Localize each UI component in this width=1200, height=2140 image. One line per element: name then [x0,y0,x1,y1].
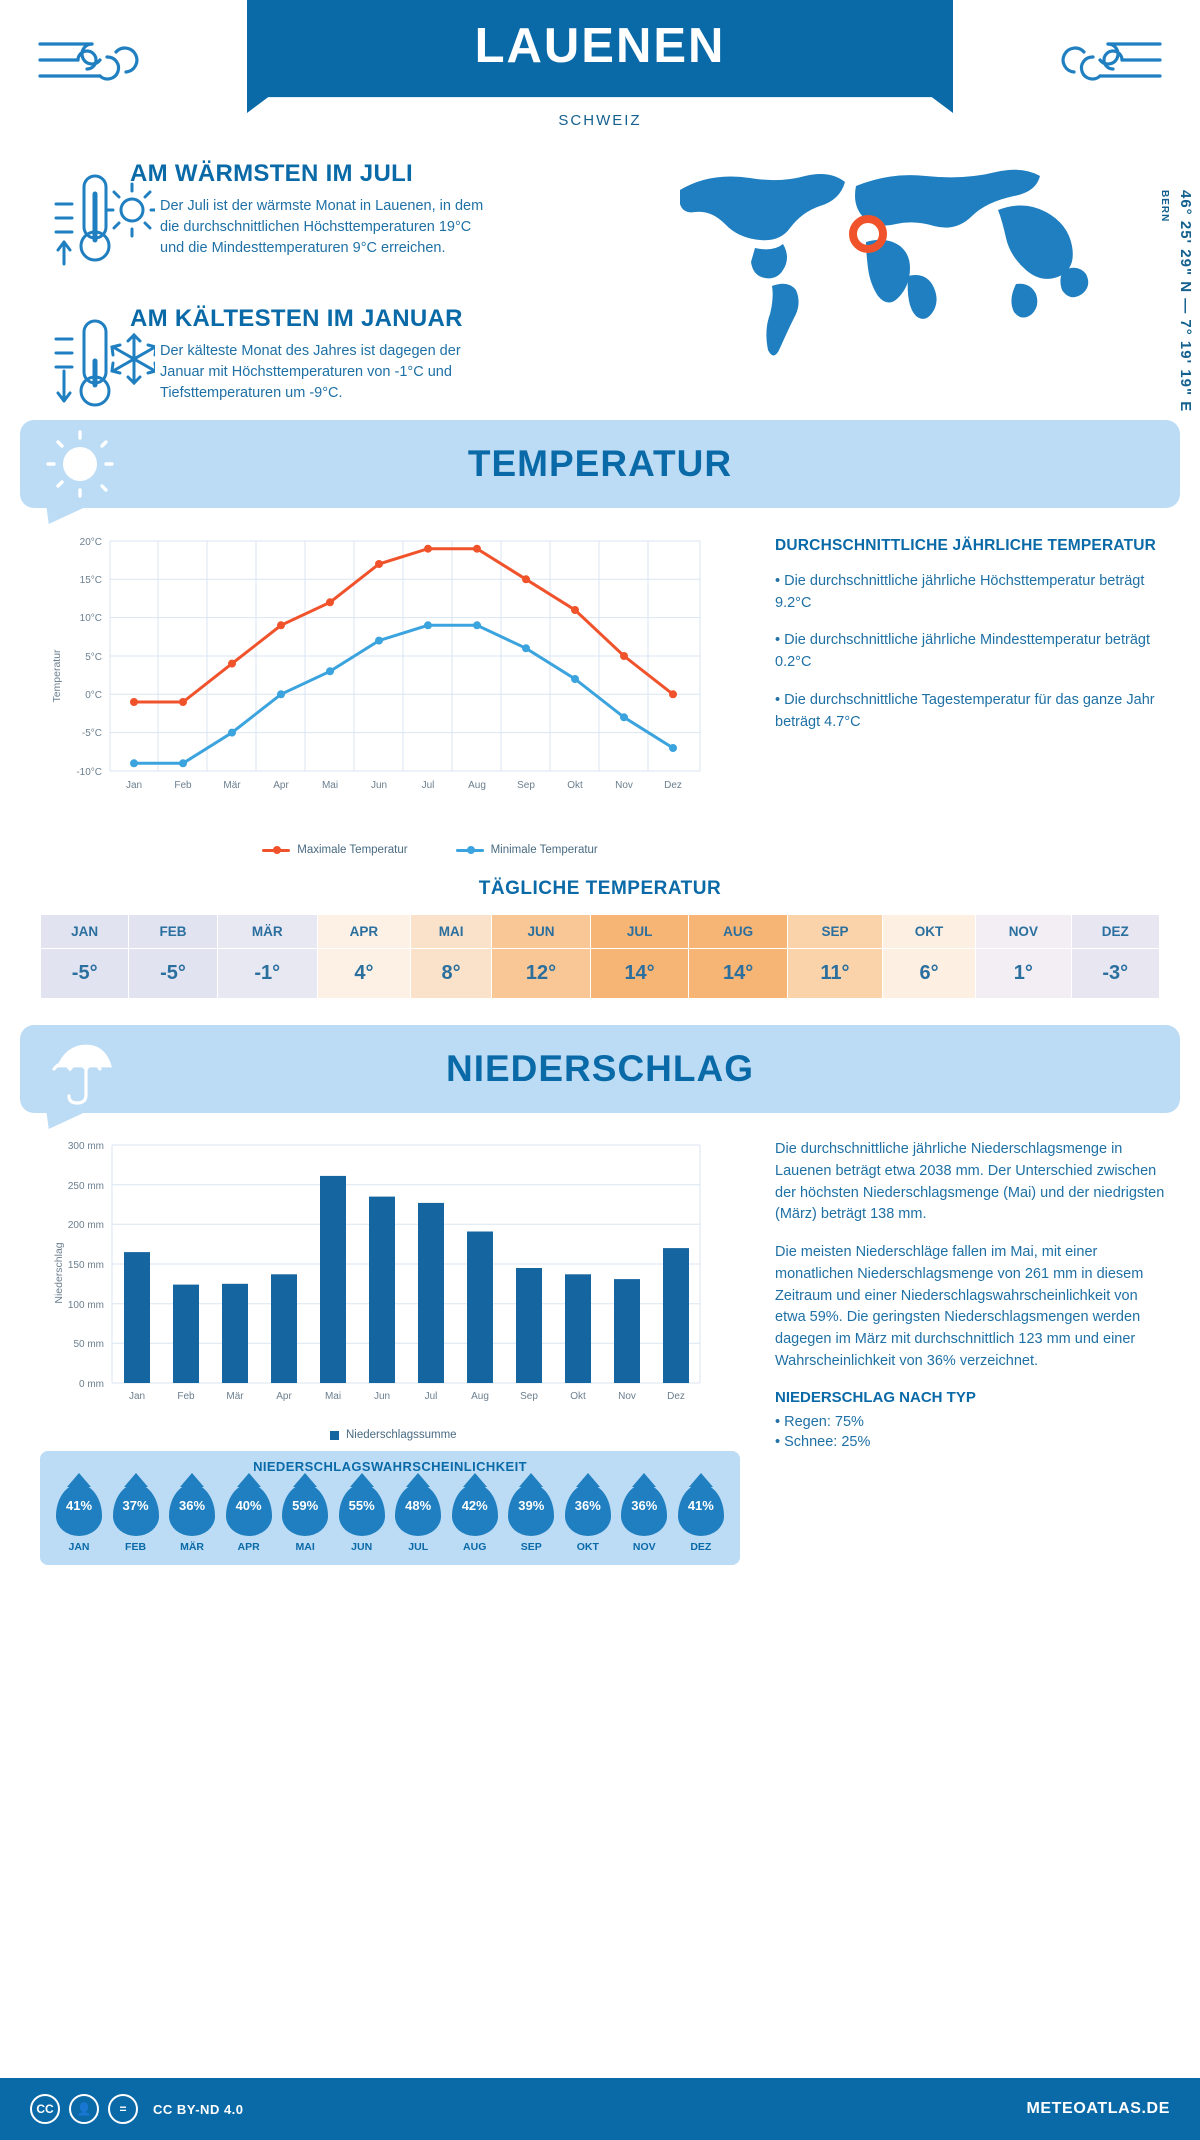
wind-icon [1050,22,1170,107]
legend-label-precip: Niederschlagssumme [346,1429,457,1441]
legend-label-min: Minimale Temperatur [490,844,598,856]
precipitation-probability-month: NOV [632,1541,656,1553]
svg-text:Feb: Feb [177,1391,195,1402]
header [0,0,1200,150]
precipitation-probability-value: 42% [461,1498,488,1513]
daily-temp-month-header: SEP [787,915,882,949]
svg-text:Jun: Jun [370,780,388,791]
daily-temp-month-header: JUL [590,915,689,949]
daily-temp-value: -5° [129,949,217,999]
precipitation-probability-drop [619,1484,669,1553]
svg-text:10°C: 10°C [79,613,102,624]
precipitation-probability-drop [337,1484,387,1553]
svg-text:Jul: Jul [421,780,435,791]
svg-text:Jan: Jan [128,1391,146,1402]
precipitation-probability-value: 59% [292,1498,319,1513]
svg-text:Mär: Mär [223,780,241,791]
precipitation-probability-drop [506,1484,556,1553]
temperature-line-chart [40,526,740,826]
daily-temp-value: 8° [410,949,491,999]
svg-text:0 mm: 0 mm [79,1379,104,1390]
precipitation-banner-title: NIEDERSCHLAG [445,1048,755,1089]
svg-text:Dez: Dez [667,1391,685,1402]
svg-text:Sep: Sep [517,780,535,791]
footer [0,2078,1200,2140]
table-header-row [41,915,1160,949]
banner-tail [46,1109,92,1129]
svg-text:50 mm: 50 mm [73,1339,104,1350]
daily-temp-value: 14° [590,949,689,999]
precipitation-probability-value: 36% [179,1498,206,1513]
temperature-bullet: • Die durchschnittliche jährliche Mindesttemperatur beträgt 0.2°C [775,632,1151,671]
daily-temp-value: 4° [317,949,410,999]
precipitation-probability-drop [393,1484,443,1553]
summary-section [0,150,1200,420]
precipitation-type-heading: NIEDERSCHLAG NACH TYP [775,1388,976,1406]
svg-text:5°C: 5°C [85,652,102,663]
svg-text:150 mm: 150 mm [67,1260,104,1271]
precipitation-type-rain: • Regen: 75% [775,1413,864,1430]
wind-icon [30,22,150,107]
map-marker-label: BERN [1159,190,1170,223]
temperature-banner [20,420,1180,508]
daily-temp-value: 1° [976,949,1071,999]
precipitation-probability-drop [676,1484,726,1553]
daily-temp-month-header: AUG [689,915,788,949]
svg-text:200 mm: 200 mm [67,1220,104,1231]
daily-temp-month-header: JAN [41,915,129,949]
precipitation-type-snow: • Schnee: 25% [775,1433,871,1450]
precipitation-probability-drop [224,1484,274,1553]
daily-temp-month-header: NOV [976,915,1071,949]
svg-text:Jan: Jan [125,780,143,791]
coldest-text: Der kälteste Monat des Jahres ist dagegen der Januar mit Höchsttemperaturen von -1°C und Tiefsttemperaturen um -9°C. [160,343,461,402]
precipitation-probability-month: DEZ [690,1541,712,1553]
daily-temp-month-header: MAI [410,915,491,949]
precipitation-banner [20,1025,1180,1113]
precipitation-type-block [775,1389,1170,1450]
svg-text:Jun: Jun [373,1391,391,1402]
legend-swatch-min [456,849,484,852]
svg-text:Okt: Okt [570,1391,586,1402]
svg-text:Niederschlag: Niederschlag [53,1242,65,1304]
daily-temperature-table [40,914,1160,999]
warmest-month-block [40,160,620,259]
temperature-summary [775,536,1165,749]
temperature-section [0,526,1200,866]
svg-text:Okt: Okt [567,780,583,791]
precipitation-probability-drop [167,1484,217,1553]
daily-temp-month-header: OKT [883,915,976,949]
legend-item-max [262,844,407,856]
svg-text:20°C: 20°C [79,537,102,548]
precipitation-probability-title: NIEDERSCHLAGSWAHRSCHEINLICHKEIT [253,1459,527,1474]
page-title: LAUENEN [474,19,726,73]
legend-item-min [456,844,598,856]
svg-text:Aug: Aug [468,780,486,791]
nd-icon: = [108,2094,138,2124]
precipitation-probability-row [40,1484,740,1553]
license-group [30,2094,244,2124]
temperature-bullet: • Die durchschnittliche jährliche Höchsttemperatur beträgt 9.2°C [775,572,1145,611]
precipitation-probability-value: 36% [574,1498,601,1513]
precipitation-probability-drop [111,1484,161,1553]
svg-text:Mär: Mär [226,1391,244,1402]
legend-swatch-precip [330,1431,339,1440]
precipitation-probability-month: JUL [408,1541,429,1553]
daily-temp-month-header: MÄR [217,915,317,949]
banner-tail [46,504,92,524]
precipitation-probability-drop [280,1484,330,1553]
precipitation-probability-value: 41% [687,1498,714,1513]
sun-icon [44,430,116,503]
precipitation-probability-drop [563,1484,613,1553]
license-label: CC BY-ND 4.0 [153,2101,244,2117]
precipitation-probability-value: 55% [348,1498,375,1513]
svg-text:Sep: Sep [520,1391,538,1402]
thermometer-up-icon [40,164,155,274]
precipitation-probability-value: 39% [518,1498,545,1513]
thermometer-down-icon [40,309,155,419]
daily-temp-value: 11° [787,949,882,999]
daily-temp-month-header: FEB [129,915,217,949]
daily-temp-value: -3° [1071,949,1159,999]
legend-swatch-max [262,849,290,852]
warmest-text: Der Juli ist der wärmste Monat in Lauenen, in dem die durchschnittlichen Höchsttemperaturen 19°C und die Mindesttemperaturen 9°C erreichen. [160,198,484,257]
svg-text:Dez: Dez [664,780,682,791]
umbrella-icon [44,1035,120,1110]
precipitation-probability-month: FEB [125,1541,147,1553]
precipitation-probability-month: SEP [520,1541,542,1553]
map-coordinates: 46° 25' 29" N — 7° 19' 19" E [1177,190,1194,413]
svg-text:Mai: Mai [324,1391,342,1402]
daily-temp-month-header: APR [317,915,410,949]
daily-temp-value: 12° [492,949,591,999]
legend-label-max: Maximale Temperatur [297,844,408,856]
precipitation-probability-month: MAI [295,1541,315,1553]
temperature-summary-heading: DURCHSCHNITTLICHE JÄHRLICHE TEMPERATUR [775,537,1157,554]
svg-text:Jul: Jul [424,1391,438,1402]
precipitation-probability-value: 36% [631,1498,658,1513]
precipitation-probability-month: JAN [68,1541,90,1553]
svg-text:Nov: Nov [618,1391,636,1402]
precipitation-probability-month: JUN [351,1541,373,1553]
coldest-title: AM KÄLTESTEN IM JANUAR [130,305,463,332]
site-name[interactable]: METEOATLAS.DE [1026,2100,1170,2117]
precipitation-paragraph: Die meisten Niederschläge fallen im Mai, mit einer monatlichen Niederschlagsmenge von 261 mm in diesem Zeitraum und einer Niederschlagswahrscheinlichkeit von etwa 59%. Die geringsten Niederschlagsmengen werden dagegen im März mit durchschnittlich 123 mm und einer Wahrscheinlichkeit von 36% verzeichnet. [775,1244,1144,1369]
precipitation-probability-month: OKT [576,1541,599,1553]
precipitation-probability-month: MÄR [180,1541,205,1553]
temperature-chart-legend [120,844,740,856]
svg-text:Aug: Aug [471,1391,489,1402]
temperature-banner-title: TEMPERATUR [467,443,733,484]
svg-text:250 mm: 250 mm [67,1181,104,1192]
precipitation-probability-box [40,1451,740,1565]
daily-temp-value: 6° [883,949,976,999]
precipitation-probability-drop [450,1484,500,1553]
svg-text:Temperatur: Temperatur [51,649,63,703]
world-map [660,150,1180,410]
cc-icon: CC [30,2094,60,2124]
warmest-title: AM WÄRMSTEN IM JULI [130,160,414,187]
svg-text:15°C: 15°C [79,575,102,586]
svg-text:100 mm: 100 mm [67,1300,104,1311]
daily-temp-value: -1° [217,949,317,999]
precipitation-summary [775,1139,1170,1454]
precipitation-paragraph: Die durchschnittliche jährliche Niederschlagsmenge in Lauenen beträgt etwa 2038 mm. Der Unterschied zwischen der höchsten Niederschlagsmenge (Mai) und der niedrigsten (März) beträgt 138 mm. [775,1141,1165,1223]
precipitation-bar-chart [40,1133,740,1423]
precipitation-probability-value: 41% [65,1498,93,1513]
daily-temp-value: 14° [689,949,788,999]
svg-text:Apr: Apr [276,1391,292,1402]
svg-text:Mai: Mai [321,780,339,791]
temperature-bullet: • Die durchschnittliche Tagestemperatur für das ganze Jahr beträgt 4.7°C [775,691,1155,730]
by-icon: 👤 [69,2094,99,2124]
svg-text:-5°C: -5°C [81,728,102,739]
svg-text:0°C: 0°C [85,690,102,701]
precipitation-probability-value: 37% [122,1498,149,1513]
daily-temp-month-header: JUN [492,915,591,949]
daily-temp-value: -5° [41,949,129,999]
daily-temp-month-header: DEZ [1071,915,1159,949]
svg-text:Feb: Feb [174,780,192,791]
precipitation-probability-drop [54,1484,104,1553]
country-label: SCHWEIZ [558,112,642,129]
precipitation-section [0,1133,1200,1563]
precipitation-probability-month: APR [237,1541,260,1553]
svg-text:Apr: Apr [273,780,289,791]
daily-temperature-title: TÄGLICHE TEMPERATUR [478,878,722,899]
precipitation-probability-value: 48% [405,1498,432,1513]
precipitation-probability-month: AUG [463,1541,487,1553]
svg-text:Nov: Nov [615,780,633,791]
precipitation-probability-value: 40% [235,1498,262,1513]
coldest-month-block [40,305,620,404]
table-row [41,949,1160,999]
svg-text:-10°C: -10°C [76,767,102,778]
svg-text:300 mm: 300 mm [67,1141,104,1152]
precipitation-chart-legend [330,1429,457,1441]
